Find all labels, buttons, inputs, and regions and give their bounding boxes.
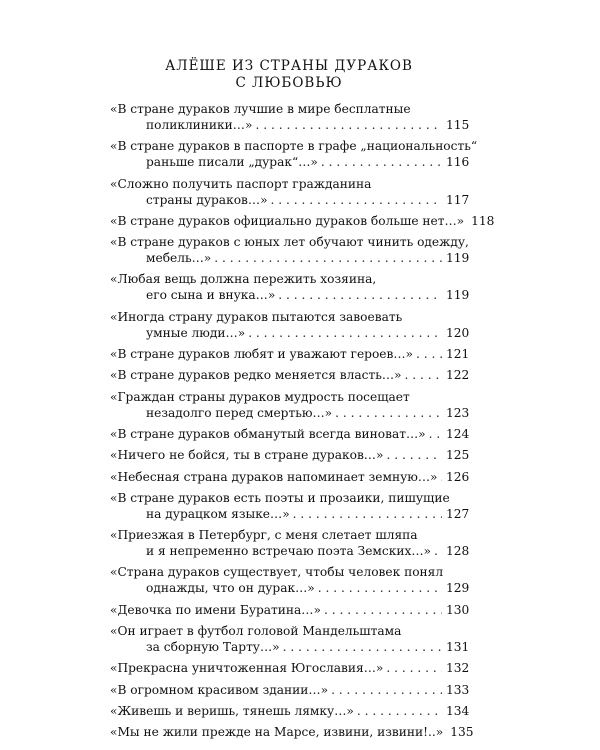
- toc-entry-title-line-1: «Любая вещь должна пережить хозяина,: [110, 272, 377, 287]
- dot-leader: [434, 543, 442, 559]
- toc-entry-page-number: 128: [446, 544, 470, 559]
- toc-entry: [110, 724, 474, 740]
- toc-entry-title-line-1: «В стране дураков есть поэты и прозаики, пишущие: [110, 490, 450, 505]
- toc-entry-page-number: 127: [446, 506, 470, 521]
- dot-leader: [293, 506, 442, 522]
- dot-leader: [318, 580, 442, 596]
- toc-entry: [110, 660, 468, 676]
- toc-entry-title-line-1: «Приезжая в Петербург, с меня слетает шляпа: [110, 528, 418, 543]
- toc-entry: [110, 682, 468, 698]
- toc-entry: [110, 346, 468, 362]
- toc-entry-page-number: 130: [446, 602, 470, 617]
- toc-entry-title-line-2: на дурацком языке…»: [146, 506, 290, 521]
- toc-entry: [110, 309, 468, 341]
- toc-entry-title-line-2: и я непременно встречаю поэта Земских…»: [146, 544, 431, 559]
- toc-entry: [110, 469, 468, 485]
- toc-entry: [110, 271, 468, 303]
- toc-entry-page-number: 132: [446, 661, 470, 676]
- toc-entry-page-number: 116: [446, 155, 470, 170]
- toc-entry: [110, 389, 468, 421]
- toc-entry-title-line-1: «Сложно получить паспорт гражданина: [110, 176, 372, 191]
- toc-entry-page-number: 135: [450, 725, 474, 740]
- section-title: [110, 58, 468, 92]
- dot-leader: [416, 346, 442, 362]
- toc-entry: [110, 367, 468, 383]
- toc-entry: [110, 176, 468, 208]
- toc-entry: [110, 426, 468, 442]
- toc-entry-page-number: 125: [446, 448, 470, 463]
- dot-leader: [386, 447, 442, 463]
- dot-leader: [278, 287, 442, 303]
- dot-leader: [321, 154, 442, 170]
- toc-entry-title: «Небесная страна дураков напоминает земную…»: [110, 469, 438, 484]
- toc-entry: [110, 213, 495, 229]
- toc-entry-title-line-2: за сборную Тарту…»: [146, 640, 280, 655]
- toc-entry: [110, 703, 468, 719]
- dot-leader: [357, 703, 442, 719]
- toc-entry-title-line-1: «В стране дураков лучшие в мире бесплатные: [110, 102, 411, 116]
- dot-leader: [335, 405, 442, 421]
- toc-entry-page-number: 124: [446, 426, 470, 441]
- dot-leader: [255, 117, 442, 133]
- toc-entry-title: «В стране дураков любят и уважают героев…»: [110, 347, 414, 362]
- toc-entry-page-number: 119: [446, 251, 470, 266]
- toc-entry-page-number: 123: [446, 405, 470, 420]
- dot-leader: [248, 325, 442, 341]
- toc-entry-title-line-1: «В стране дураков в паспорте в графе „национальность“: [110, 139, 478, 154]
- toc-entry-title-line-2: однажды, что он дурак…»: [146, 581, 315, 596]
- toc-entry-page-number: 117: [446, 192, 470, 207]
- toc-entry-title-line-2: раньше писали „дурак“…»: [146, 155, 318, 170]
- toc-entry-title: «Мы не жили прежде на Марсе, извини, извини!..»: [110, 725, 444, 740]
- toc-entry-title-line-2: его сына и внука…»: [146, 288, 276, 303]
- dot-leader: [271, 192, 442, 208]
- dot-leader: [386, 660, 442, 676]
- toc-entry-page-number: 119: [446, 288, 470, 303]
- toc-entry-page-number: 120: [446, 325, 470, 340]
- toc-entry-title-line-1: «Страна дураков существует, чтобы человек понял: [110, 565, 444, 580]
- toc-entry-title: «Живешь и веришь, тянешь лямку…»: [110, 703, 354, 718]
- toc-list: [110, 101, 495, 740]
- table-of-contents-page: [110, 58, 495, 746]
- toc-entry-title-line-2: незадолго перед смертью…»: [146, 405, 333, 420]
- toc-entry-title: «Прекрасна уничтоженная Югославия…»: [110, 661, 384, 676]
- toc-entry: [110, 527, 468, 559]
- dot-leader: [404, 367, 442, 383]
- toc-entry-page-number: 126: [446, 469, 470, 484]
- toc-entry: [110, 490, 468, 522]
- toc-entry: [110, 564, 468, 596]
- dot-leader: [441, 469, 442, 485]
- toc-entry-page-number: 122: [446, 368, 470, 383]
- dot-leader: [214, 250, 442, 266]
- toc-entry-page-number: 129: [446, 581, 470, 596]
- toc-entry-page-number: 131: [446, 640, 470, 655]
- dot-leader: [283, 639, 442, 655]
- toc-entry: [110, 447, 468, 463]
- dot-leader: [324, 602, 442, 618]
- toc-entry: [110, 138, 478, 170]
- toc-entry-title: «Девочка по имени Буратина…»: [110, 602, 321, 617]
- toc-entry: [110, 602, 468, 618]
- toc-entry-title-line-1: «Иногда страну дураков пытаются завоевать: [110, 309, 403, 324]
- toc-entry-title-line-2: мебель…»: [146, 251, 212, 266]
- toc-entry-title-line-1: «В стране дураков с юных лет обучают чинить одежду,: [110, 235, 469, 250]
- section-title-line-2: С ЛЮБОВЬЮ: [235, 75, 343, 91]
- toc-entry-page-number: 133: [446, 682, 470, 697]
- toc-entry-page-number: 121: [446, 347, 470, 362]
- section-title-line-1: АЛЁШЕ ИЗ СТРАНЫ ДУРАКОВ: [165, 58, 413, 74]
- toc-entry-title: «В стране дураков официально дураков больше нет…»: [110, 213, 465, 228]
- toc-entry-title: «Ничего не бойся, ты в стране дураков…»: [110, 448, 384, 463]
- toc-entry: [110, 234, 468, 266]
- toc-entry: [110, 623, 468, 655]
- dot-leader: [429, 426, 442, 442]
- toc-entry: [110, 101, 468, 133]
- toc-entry-page-number: 134: [446, 703, 470, 718]
- toc-entry-title-line-1: «Он играет в футбол головой Мандельштама: [110, 624, 402, 639]
- toc-entry-title: «В стране дураков обманутый всегда виноват…»: [110, 426, 426, 441]
- toc-entry-page-number: 118: [471, 213, 495, 228]
- toc-entry-title-line-2: страны дураков…»: [146, 192, 268, 207]
- toc-entry-title: «В стране дураков редко меняется власть…»: [110, 368, 402, 383]
- dot-leader: [331, 682, 442, 698]
- toc-entry-title-line-2: умные люди…»: [146, 325, 246, 340]
- toc-entry-page-number: 115: [446, 118, 470, 132]
- toc-entry-title-line-2: поликлиники…»: [146, 118, 253, 132]
- toc-entry-title: «В огромном красивом здании…»: [110, 682, 329, 697]
- toc-entry-title-line-1: «Граждан страны дураков мудрость посещает: [110, 389, 410, 404]
